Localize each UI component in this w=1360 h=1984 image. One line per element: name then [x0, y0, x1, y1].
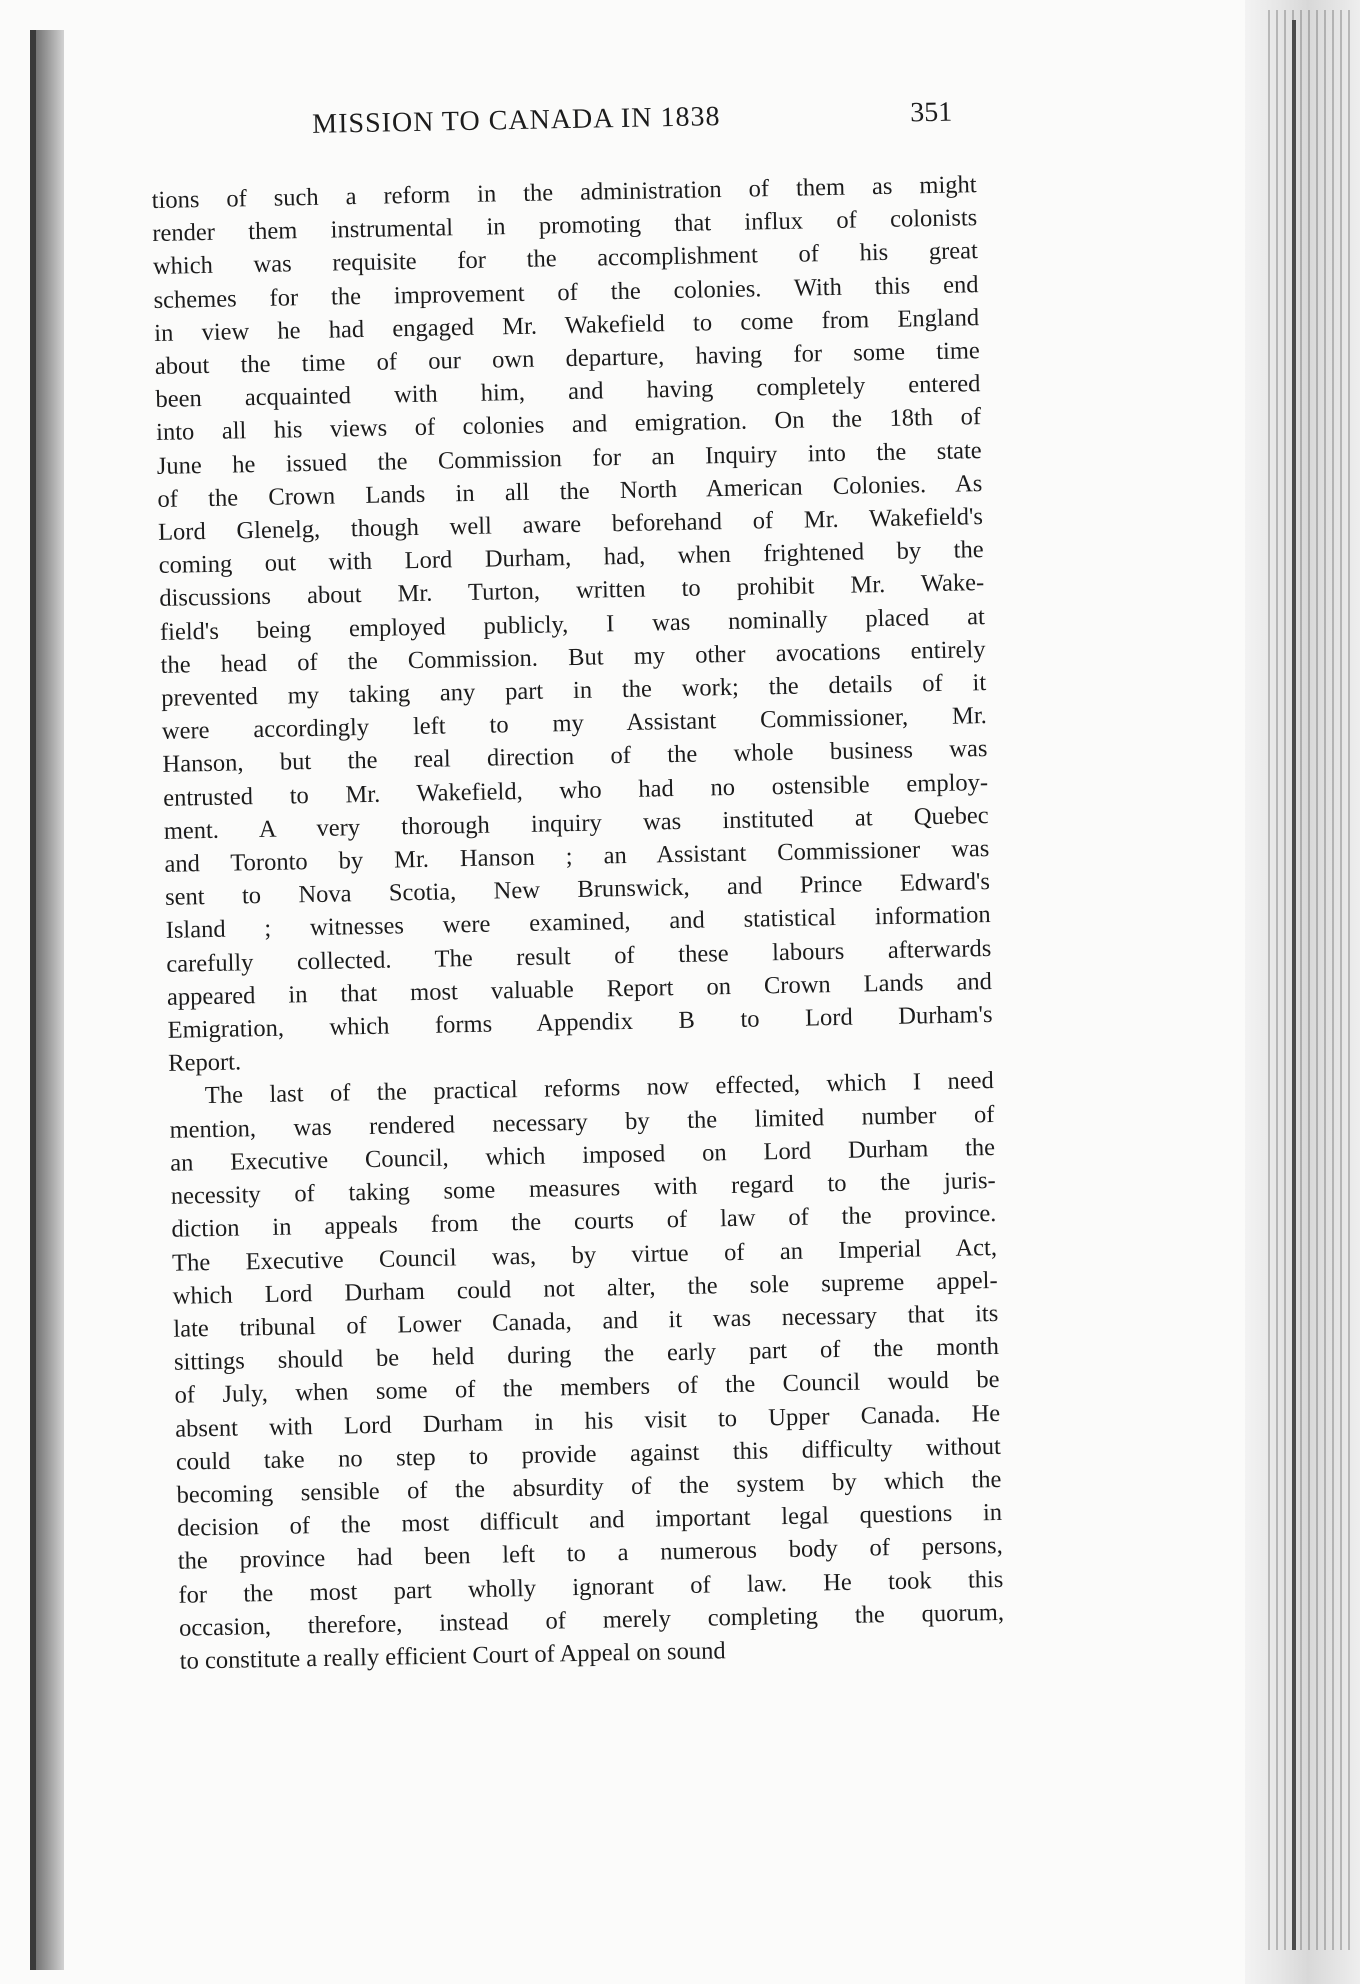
text-line: tions of such a reform in the administration of them as might	[151, 171, 977, 214]
text-line: becoming sensible of the absurdity of the system by which the	[176, 1465, 1002, 1509]
text-line: absent with Lord Durham in his visit to Upper Canada. He	[175, 1399, 1001, 1443]
text-line: sent to Nova Scotia, New Brunswick, and Prince Edward's	[164, 868, 991, 912]
text-line: the province had been left to a numerous body of persons,	[177, 1532, 1003, 1576]
text-line: decision of the most difficult and important legal questions in	[176, 1499, 1003, 1542]
binding-shadow	[34, 30, 64, 1970]
page-text-block	[150, 96, 1005, 1678]
text-line: Emigration, which forms Appendix B to Lord Durham's	[167, 1001, 993, 1044]
text-line: diction in appeals from the courts of law of the province.	[171, 1200, 997, 1244]
text-line: been acquainted with him, and having completely entered	[155, 370, 981, 414]
text-line: Report.	[168, 1048, 242, 1078]
text-line: which was requisite for the accomplishment of his great	[152, 237, 979, 281]
text-line: of July, when some of the members of the Council would be	[174, 1366, 1000, 1410]
text-line: The Executive Council was, by virtue of an Imperial Act,	[171, 1233, 998, 1277]
page-edge-shadow	[1292, 20, 1296, 1950]
text-line: in view he had engaged Mr. Wakefield to come from England	[153, 303, 980, 347]
text-line: occasion, therefore, instead of merely completing the quorum,	[178, 1598, 1005, 1642]
text-line: field's being employed publicly, I was nominally placed at	[159, 602, 986, 646]
text-line: about the time of our own departure, having for some time	[154, 337, 980, 380]
text-line: mention, was rendered necessary by the limited number of	[169, 1100, 995, 1144]
text-line: carefully collected. The result of these labours afterwards	[166, 934, 992, 978]
text-line: schemes for the improvement of the colonies. With this end	[153, 270, 979, 314]
text-line: necessity of taking some measures with regard to the juris-	[170, 1167, 996, 1210]
text-line: which Lord Durham could not alter, the sole supreme appel-	[172, 1266, 998, 1310]
binding-edge	[30, 30, 36, 1970]
text-line: prevented my taking any part in the work; the details of it	[161, 669, 987, 712]
page-edge-lines	[1262, 10, 1352, 1950]
running-title: MISSION TO CANADA IN 1838	[311, 101, 721, 140]
text-line: June he issued the Commission for an Inquiry into the state	[156, 436, 982, 480]
text-line: late tribunal of Lower Canada, and it was necessary that its	[173, 1299, 999, 1343]
text-line: could take no step to provide against this difficulty without	[175, 1432, 1002, 1476]
paragraph-1	[151, 168, 993, 1080]
text-line: and Toronto by Mr. Hanson ; an Assistant Commissioner was	[164, 835, 990, 878]
text-line: of the Crown Lands in all the North American Colonies. As	[157, 469, 983, 513]
paragraph-2	[169, 1064, 1005, 1677]
text-line: entrusted to Mr. Wakefield, who had no ostensible employ-	[162, 768, 989, 812]
running-head	[150, 96, 976, 156]
text-line: The last of the practical reforms now effected, which I need	[204, 1067, 995, 1110]
text-line: for the most part wholly ignorant of law. He took this	[178, 1565, 1004, 1609]
text-line: coming out with Lord Durham, had, when frightened by the	[158, 536, 984, 580]
text-line: Lord Glenelg, though well aware beforehand of Mr. Wakefield's	[157, 503, 984, 546]
text-line: Hanson, but the real direction of the whole business was	[162, 735, 988, 779]
text-line: into all his views of colonies and emigration. On the 18th of	[155, 403, 982, 447]
text-line: sittings should be held during the early part of the month	[173, 1333, 1000, 1376]
text-line: discussions about Mr. Turton, written to prohibit Mr. Wake-	[159, 569, 985, 613]
text-line: an Executive Council, which imposed on Lord Durham the	[169, 1133, 996, 1177]
text-line: were accordingly left to my Assistant Commissioner, Mr.	[161, 702, 988, 746]
text-line: Island ; witnesses were examined, and statistical information	[165, 901, 991, 945]
text-line: appeared in that most valuable Report on Crown Lands and	[166, 967, 993, 1011]
text-line: the head of the Commission. But my other avocations entirely	[160, 635, 986, 679]
text-line: to constitute a really efficient Court of Appeal on sound	[179, 1637, 726, 1675]
text-line: render them instrumental in promoting that influx of colonists	[152, 204, 978, 248]
text-line: ment. A very thorough inquiry was instituted at Quebec	[163, 801, 989, 845]
page-number: 351	[909, 96, 953, 129]
